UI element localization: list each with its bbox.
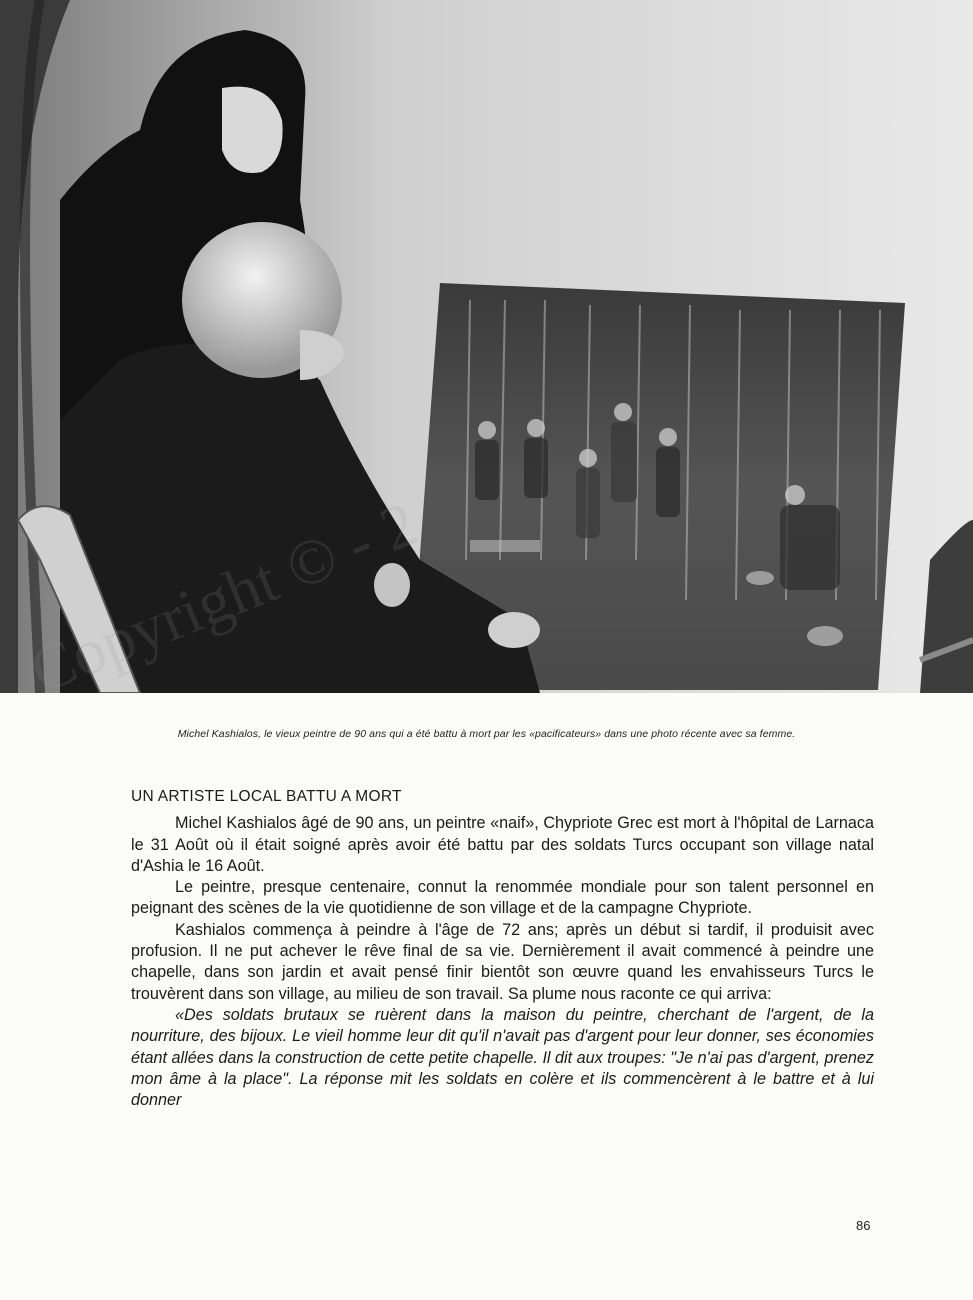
article-paragraph: Kashialos commença à peindre à l'âge de 72 ans; après un début si tardif, il produisit avec profusion. Il ne put achever le rêve final de sa vie. Dernièrement il avait commencé à peindre une chapelle, dans son jardin et avait pensé finir bientôt son œuvre quand les envahisseurs Turcs le trouvèrent dans son village, au milieu de son travail. Sa plume nous raconte ce qui arriva: (131, 920, 874, 1003)
article (131, 786, 874, 1111)
article-quote: «Des soldats brutaux se ruèrent dans la maison du peintre, cherchant de l'argent, de la nourriture, des bijoux. Le vieil homme leur dit qu'il n'avait pas d'argent pour leur donner, ses économies étant allées dans la construction de cette petite chapelle. Il dit aux troupes: "Je n'ai pas d'argent, prenez mon âme à la place". La réponse mit les soldats en colère et ils commencèrent à le battre et à lui donner (131, 1005, 874, 1110)
article-heading: UN ARTISTE LOCAL BATTU A MORT (131, 788, 402, 805)
photo-caption: Michel Kashialos, le vieux peintre de 90 ans qui a été battu à mort par les «pacificateurs» dans une photo récente avec sa femme. (177, 728, 796, 740)
article-paragraph: Le peintre, presque centenaire, connut la renommée mondiale pour son talent personnel en peignant des scènes de la vie quotidienne de son village et de la campagne Chypriote. (131, 878, 874, 918)
page-number: 86 (856, 1218, 871, 1233)
article-paragraph: Michel Kashialos âgé de 90 ans, un peintre «naif», Chypriote Grec est mort à l'hôpital de Larnaca le 31 Août où il était soigné après avoir été battu par des soldats Turcs occupant son village natal d'Ashia le 16 Août. (131, 814, 874, 875)
